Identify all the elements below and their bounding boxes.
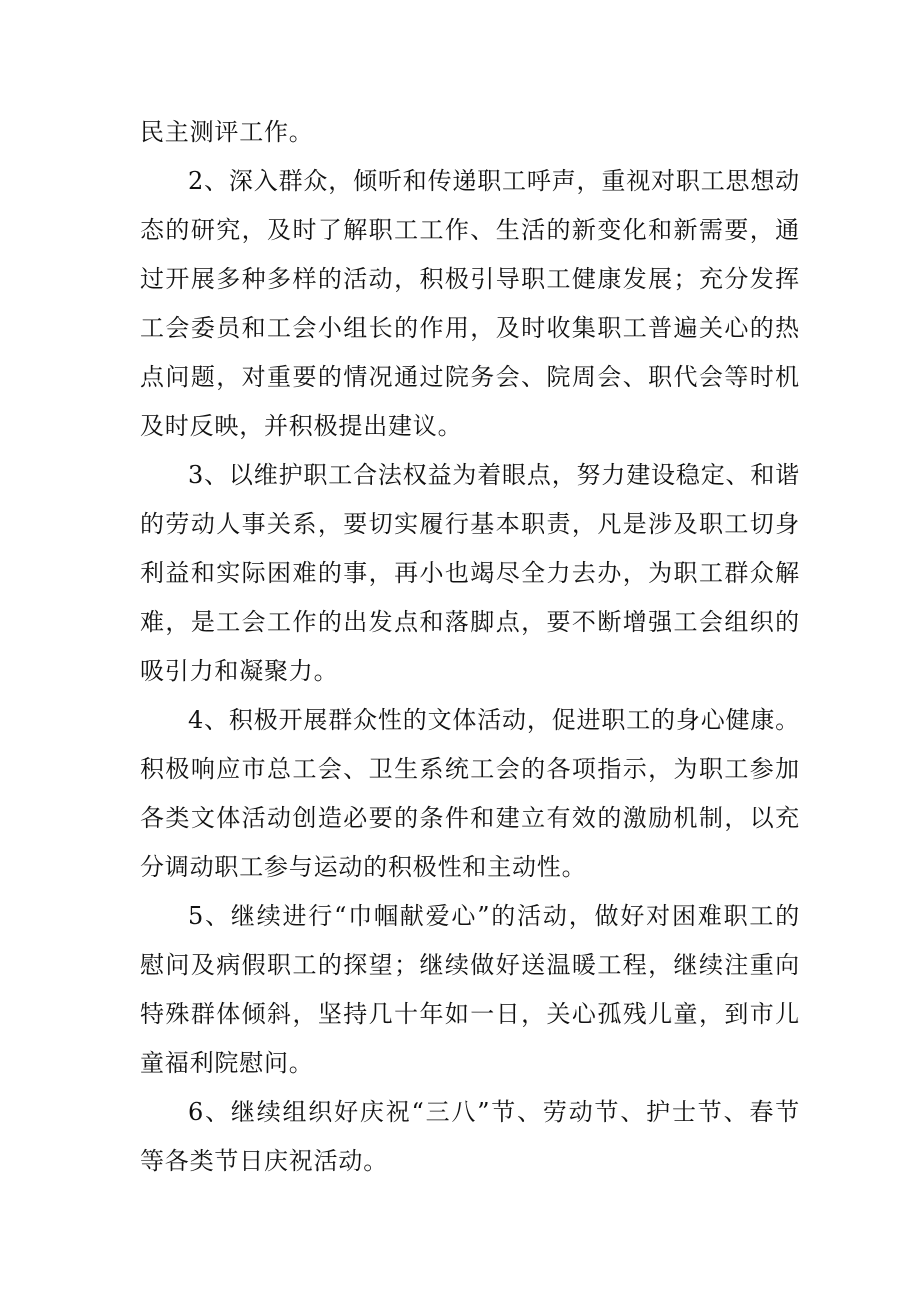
- paragraph-item-5: 5、继续进行“巾帼献爱心”的活动，做好对困难职工的慰问及病假职工的探望；继续做好送温暖工程，继续注重向特殊群体倾斜，坚持几十年如一日，关心孤残儿童，到市儿童福利院慰问。: [140, 902, 800, 1077]
- paragraph-item-6: 6、继续组织好庆祝“三八”节、劳动节、护士节、春节等各类节日庆祝活动。: [140, 1098, 800, 1175]
- paragraph-continuation: 民主测评工作。: [140, 118, 314, 146]
- paragraph-item-4: 4、积极开展群众性的文体活动，促进职工的身心健康。积极响应市总工会、卫生系统工会的各项指示，为职工参加各类文体活动创造必要的条件和建立有效的激励机制，以充分调动职工参与运动的积极性和主动性。: [140, 706, 800, 881]
- document-body: [140, 108, 800, 1186]
- paragraph-item-3: 3、以维护职工合法权益为着眼点，努力建设稳定、和谐的劳动人事关系，要切实履行基本职责，凡是涉及职工切身利益和实际困难的事，再小也竭尽全力去办，为职工群众解难，是工会工作的出发点和落脚点，要不断增强工会组织的吸引力和凝聚力。: [140, 461, 800, 685]
- paragraph-item-2: 2、深入群众，倾听和传递职工呼声，重视对职工思想动态的研究，及时了解职工工作、生活的新变化和新需要，通过开展多种多样的活动，积极引导职工健康发展；充分发挥工会委员和工会小组长的作用，及时收集职工普遍关心的热点问题，对重要的情况通过院务会、院周会、职代会等时机及时反映，并积极提出建议。: [140, 167, 800, 440]
